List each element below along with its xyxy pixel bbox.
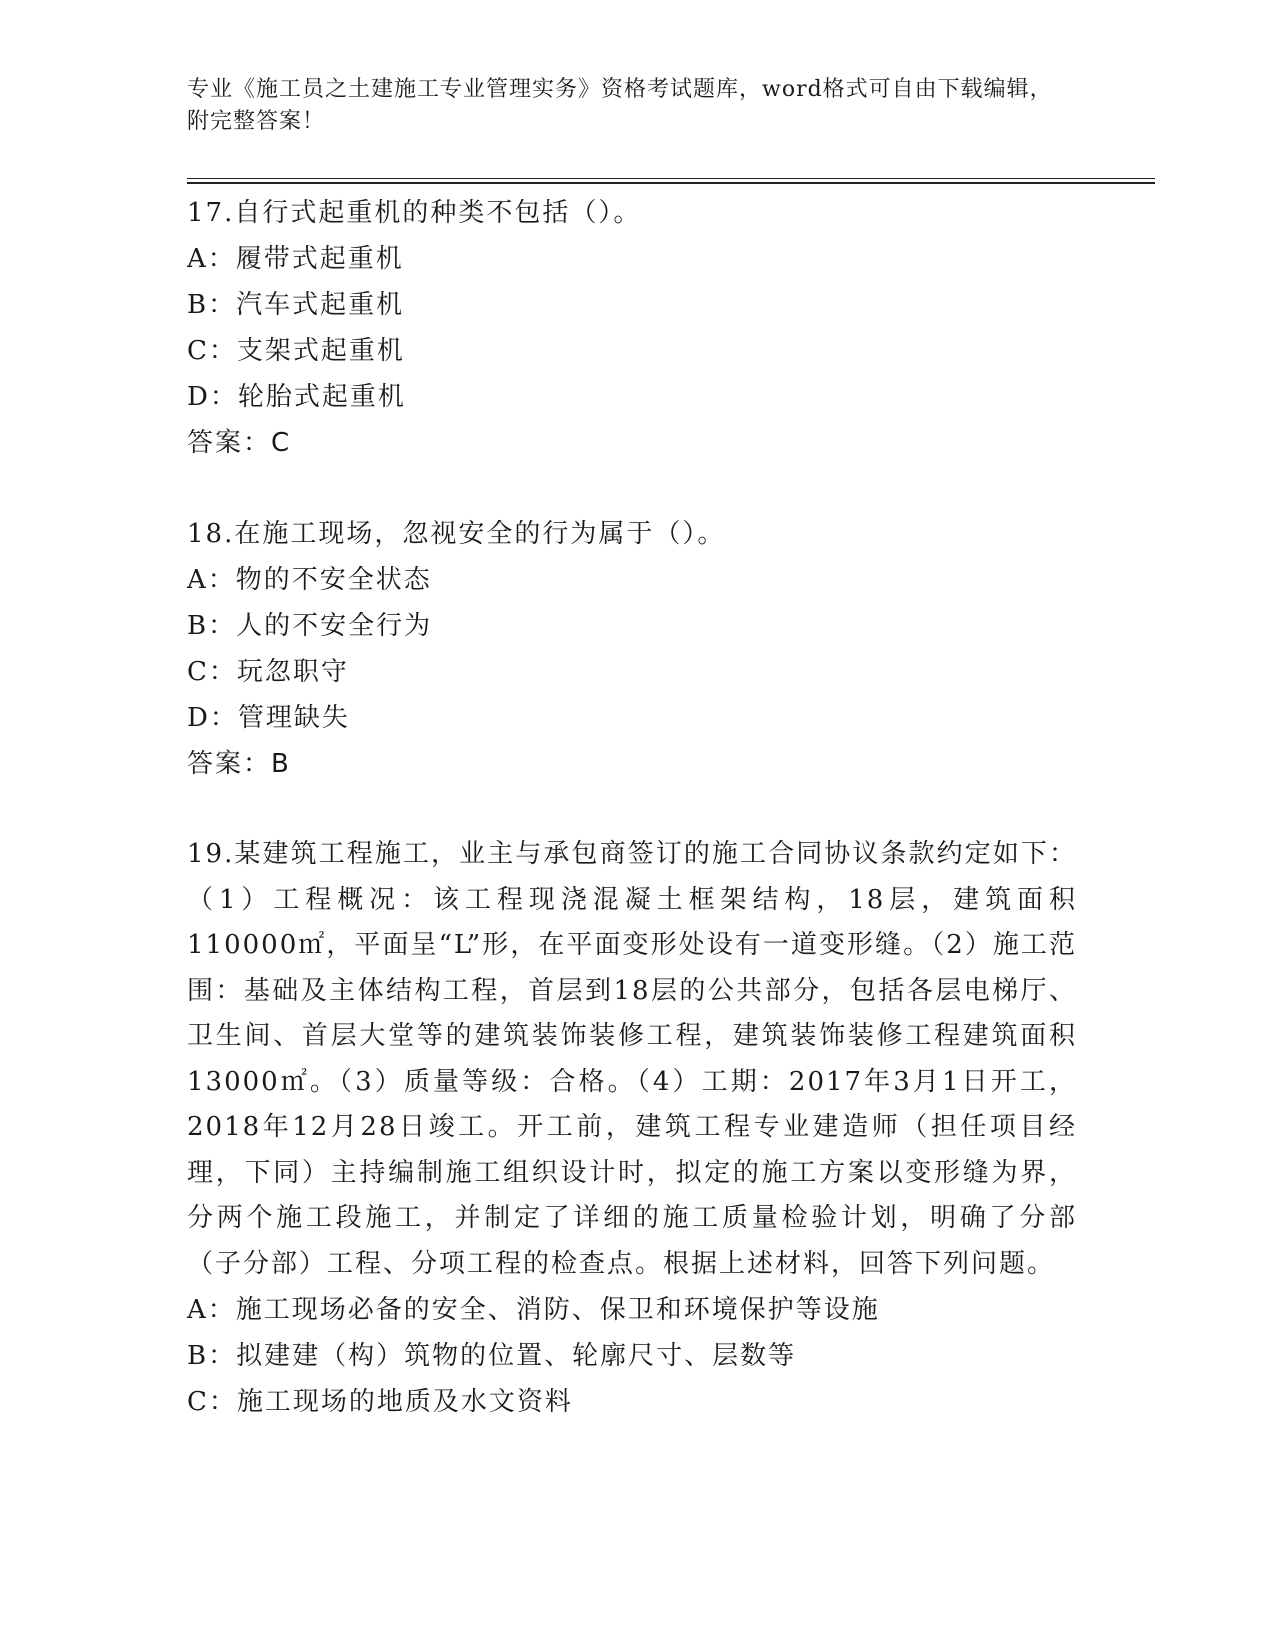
- option-a: A：施工现场必备的安全、消防、保卫和环境保护等设施: [187, 1295, 880, 1325]
- option-c: C：玩忽职守: [187, 657, 349, 687]
- option-b: B：拟建建（构）筑物的位置、轮廓尺寸、层数等: [187, 1341, 797, 1371]
- option-c: C：支架式起重机: [187, 336, 405, 366]
- question-stem: 17.自行式起重机的种类不包括（）。: [187, 198, 642, 228]
- option-d: D：轮胎式起重机: [187, 382, 406, 412]
- question-17: [187, 190, 1077, 466]
- option-d: D：管理缺失: [187, 703, 350, 733]
- option-b: B：汽车式起重机: [187, 290, 405, 320]
- option-a: A：物的不安全状态: [187, 565, 432, 595]
- question-spacer: [187, 466, 1077, 511]
- option-a: A：履带式起重机: [187, 244, 404, 274]
- option-b: B：人的不安全行为: [187, 611, 433, 641]
- document-header: 专业《施工员之土建施工专业管理实务》资格考试题库，word格式可自由下载编辑，附完整答案！: [187, 77, 1053, 134]
- question-18: [187, 511, 1077, 787]
- question-spacer: [187, 787, 1077, 832]
- answer-line: 答案：C: [187, 428, 292, 458]
- option-c: C：施工现场的地质及水文资料: [187, 1387, 573, 1417]
- question-stem: 18.在施工现场，忽视安全的行为属于（）。: [187, 519, 726, 549]
- question-19: [187, 832, 1077, 1425]
- answer-line: 答案：B: [187, 749, 291, 779]
- header-divider-thick: [187, 182, 1155, 184]
- header-divider-thin: [187, 178, 1155, 179]
- question-stem: 19.某建筑工程施工，业主与承包商签订的施工合同协议条款约定如下：（1）工程概况：该工程现浇混凝土框架结构，18层，建筑面积110000㎡，平面呈“L”形，在平面变形处设有一道变形缝。（2）施工范围：基础及主体结构工程，首层到18层的公共部分，包括各层电梯厅、卫生间、首层大堂等的建筑装饰装修工程，建筑装饰装修工程建筑面积13000㎡。（3）质量等级：合格。（4）工期：2017年3月1日开工，2018年12月28日竣工。开工前，建筑工程专业建造师（担任项目经理，下同）主持编制施工组织设计时，拟定的施工方案以变形缝为界，分两个施工段施工，并制定了详细的施工质量检验计划，明确了分部（子分部）工程、分项工程的检查点。根据上述材料，回答下列问题。: [187, 839, 1077, 1279]
- question-list: [187, 190, 1077, 1425]
